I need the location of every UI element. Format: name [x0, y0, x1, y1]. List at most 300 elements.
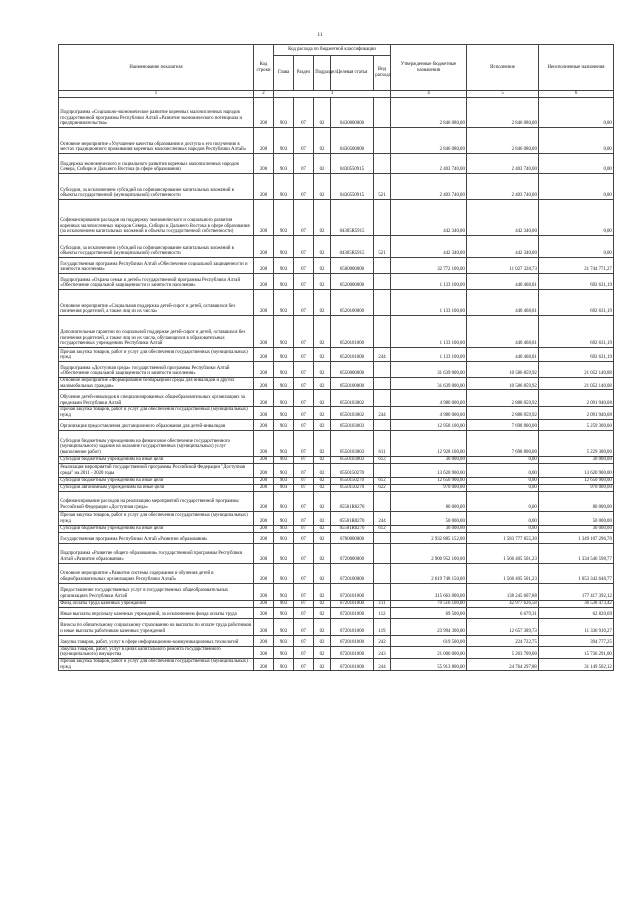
- cell-line-code: 200: [254, 563, 274, 583]
- cell-chapter: 903: [274, 200, 294, 236]
- cell-line-code: 200: [254, 154, 274, 174]
- table-row: [59, 646, 614, 658]
- cell-section: 07: [294, 258, 314, 274]
- cell-target-article: 0720101000: [331, 646, 374, 658]
- cell-line-code: 200: [254, 635, 274, 646]
- cell-not-executed: 80 000,00: [539, 491, 614, 511]
- cell-target-article: 05501R0270: [331, 525, 374, 532]
- cell-approved: 4 980 000,00: [391, 407, 467, 419]
- cell-target-article: 0550150270: [331, 463, 374, 477]
- col-number: 6: [539, 91, 614, 98]
- cell-section: 07: [294, 525, 314, 532]
- cell-expense-type: 612: [374, 477, 391, 484]
- cell-section: 07: [294, 491, 314, 511]
- table-row: [59, 618, 614, 635]
- cell-target-article: 0550103003: [331, 430, 374, 456]
- cell-line-code: 200: [254, 583, 274, 600]
- cell-approved: 442 340,00: [391, 236, 467, 258]
- cell-approved: 31 639 000,00: [391, 362, 467, 378]
- cell-section: 07: [294, 98, 314, 128]
- cell-subsection: 02: [314, 511, 331, 525]
- cell-not-executed: 11 336 910,27: [539, 618, 614, 635]
- cell-chapter: 903: [274, 583, 294, 600]
- cell-expense-type: 244: [374, 407, 391, 419]
- cell-not-executed: 692 631,19: [539, 290, 614, 316]
- cell-subsection: 02: [314, 646, 331, 658]
- cell-expense-type: [374, 390, 391, 407]
- cell-subsection: 02: [314, 258, 331, 274]
- col-header-line-code: Код строки: [254, 45, 274, 91]
- cell-not-executed: 5 259 300,00: [539, 419, 614, 430]
- cell-subsection: 02: [314, 525, 331, 532]
- cell-executed: 0,00: [467, 491, 539, 511]
- cell-target-article: 0720100000: [331, 563, 374, 583]
- cell-not-executed: 15 736 291,00: [539, 646, 614, 658]
- cell-approved: 1 133 100,00: [391, 348, 467, 362]
- cell-subsection: 02: [314, 583, 331, 600]
- cell-target-article: 0550000000: [331, 362, 374, 378]
- cell-executed: 0,00: [467, 484, 539, 491]
- cell-target-article: 05501R0270: [331, 511, 374, 525]
- cell-target-article: 0430550915: [331, 154, 374, 174]
- cell-section: 07: [294, 362, 314, 378]
- table-row: [59, 477, 614, 484]
- cell-executed: 7 698 800,00: [467, 430, 539, 456]
- cell-section: 07: [294, 316, 314, 348]
- cell-name: Подпрограмма «Охрана семьи и детей» государственной программы Республики Алтай «Обеспечение социальной защищенности и занятости населения»: [59, 274, 254, 290]
- cell-subsection: 02: [314, 484, 331, 491]
- table-row: [59, 525, 614, 532]
- cell-line-code: 200: [254, 658, 274, 670]
- cell-section: 07: [294, 236, 314, 258]
- cell-expense-type: 242: [374, 635, 391, 646]
- col-header-executed: Исполнение: [467, 45, 539, 91]
- cell-executed: 2 846 080,00: [467, 128, 539, 154]
- cell-executed: 2 403 740,00: [467, 154, 539, 174]
- cell-expense-type: [374, 378, 391, 390]
- cell-section: 07: [294, 348, 314, 362]
- cell-name: Государственная программа Республики Алтай «Обеспечение социальной защищенности и занятости населения»: [59, 258, 254, 274]
- cell-not-executed: 0,00: [539, 154, 614, 174]
- cell-expense-type: 612: [374, 456, 391, 463]
- cell-subsection: 02: [314, 200, 331, 236]
- cell-executed: 11 027 328,73: [467, 258, 539, 274]
- cell-name: Основное мероприятие «Формирование безбарьерной среды для инвалидов и других маломобильных граждан»: [59, 378, 254, 390]
- cell-subsection: 02: [314, 532, 331, 543]
- cell-chapter: 903: [274, 646, 294, 658]
- table-row: [59, 362, 614, 378]
- cell-executed: 224 722,75: [467, 635, 539, 646]
- cell-approved: 55 913 800,00: [391, 658, 467, 670]
- cell-section: 07: [294, 658, 314, 670]
- cell-name: Закупка товаров, работ, услуг в сфере информационно-коммуникационных технологий: [59, 635, 254, 646]
- cell-name: Основное мероприятие «Улучшение качества образования и доступа к его получению в местах традиционного проживания коренных малочисленных народов Республики Алтай»: [59, 128, 254, 154]
- cell-subsection: 02: [314, 316, 331, 348]
- cell-approved: 315 663 000,00: [391, 583, 467, 600]
- table-row: [59, 174, 614, 200]
- col-header-classification: Код расхода по бюджетной классификации: [274, 45, 391, 56]
- cell-chapter: 903: [274, 128, 294, 154]
- cell-line-code: 200: [254, 98, 274, 128]
- cell-chapter: 903: [274, 274, 294, 290]
- col-header-section: Раздел: [294, 56, 314, 91]
- cell-not-executed: 0,00: [539, 174, 614, 200]
- cell-executed: 0,00: [467, 477, 539, 484]
- cell-chapter: 903: [274, 618, 294, 635]
- cell-approved: 12 650 900,00: [391, 477, 467, 484]
- cell-target-article: 0550150270: [331, 484, 374, 491]
- cell-chapter: 903: [274, 419, 294, 430]
- cell-line-code: 200: [254, 200, 274, 236]
- cell-chapter: 903: [274, 463, 294, 477]
- cell-line-code: 200: [254, 258, 274, 274]
- cell-target-article: 0430550915: [331, 174, 374, 200]
- cell-subsection: 02: [314, 658, 331, 670]
- cell-executed: 0,00: [467, 525, 539, 532]
- cell-approved: 2 403 740,00: [391, 174, 467, 200]
- cell-line-code: 200: [254, 430, 274, 456]
- cell-line-code: 200: [254, 511, 274, 525]
- table-row: [59, 258, 614, 274]
- cell-expense-type: 622: [374, 484, 391, 491]
- cell-not-executed: 31 149 502,12: [539, 658, 614, 670]
- cell-line-code: 200: [254, 419, 274, 430]
- cell-name: Основное мероприятие «Социальная поддержка детей-сирот и детей, оставшихся без попечения родителей, а также лиц из их числа»: [59, 290, 254, 316]
- cell-not-executed: 2 091 940,08: [539, 407, 614, 419]
- cell-chapter: 903: [274, 236, 294, 258]
- cell-not-executed: 13 620 900,00: [539, 463, 614, 477]
- cell-line-code: 200: [254, 600, 274, 607]
- cell-line-code: 200: [254, 316, 274, 348]
- table-row: [59, 532, 614, 543]
- cell-subsection: 02: [314, 98, 331, 128]
- cell-not-executed: 21 052 140,08: [539, 378, 614, 390]
- cell-subsection: 02: [314, 463, 331, 477]
- cell-name: Обучение детей-инвалидов в специализированных общеобразовательных организациях за пределами Республики Алтай: [59, 390, 254, 407]
- table-row: [59, 543, 614, 563]
- cell-line-code: 200: [254, 646, 274, 658]
- cell-name: Софинансирование расходов на поддержку экономического и социального развития коренных малочисленных народов Севера, Сибири и Дальнего Востока в сфере образования (за исключением капитальных вложений в объекты государственной собственности): [59, 200, 254, 236]
- cell-section: 07: [294, 477, 314, 484]
- cell-section: 07: [294, 274, 314, 290]
- cell-approved: 69 500,00: [391, 607, 467, 618]
- cell-section: 07: [294, 290, 314, 316]
- cell-chapter: 903: [274, 258, 294, 274]
- cell-not-executed: 1 334 546 598,77: [539, 543, 614, 563]
- cell-approved: 30 000,00: [391, 525, 467, 532]
- cell-target-article: 0520000000: [331, 274, 374, 290]
- cell-not-executed: 0,00: [539, 128, 614, 154]
- cell-target-article: 0720101000: [331, 635, 374, 646]
- col-number: 1: [59, 91, 254, 98]
- cell-name: Реализация мероприятий государственной программы Российской Федерации "Доступная среда" на 2011 - 2020 годы: [59, 463, 254, 477]
- cell-section: 07: [294, 543, 314, 563]
- cell-section: 07: [294, 618, 314, 635]
- cell-target-article: 0720101000: [331, 583, 374, 600]
- cell-target-article: 0720101000: [331, 607, 374, 618]
- cell-approved: 31 639 000,00: [391, 378, 467, 390]
- cell-subsection: 02: [314, 407, 331, 419]
- col-number: 5: [467, 91, 539, 98]
- cell-line-code: 200: [254, 477, 274, 484]
- cell-chapter: 903: [274, 525, 294, 532]
- cell-expense-type: [374, 419, 391, 430]
- cell-executed: 2 846 080,00: [467, 98, 539, 128]
- cell-line-code: 200: [254, 463, 274, 477]
- cell-approved: 30 000,00: [391, 456, 467, 463]
- cell-chapter: 903: [274, 511, 294, 525]
- cell-chapter: 903: [274, 290, 294, 316]
- cell-chapter: 903: [274, 378, 294, 390]
- cell-subsection: 02: [314, 236, 331, 258]
- cell-subsection: 02: [314, 600, 331, 607]
- cell-expense-type: [374, 128, 391, 154]
- cell-not-executed: 30 000,00: [539, 456, 614, 463]
- cell-expense-type: 244: [374, 658, 391, 670]
- cell-executed: 442 340,00: [467, 200, 539, 236]
- cell-name: Софинансирование расходов на реализацию мероприятий государственной программы Российской Федерации «Доступная среда»: [59, 491, 254, 511]
- table-body: [59, 98, 614, 671]
- cell-target-article: 0550100000: [331, 378, 374, 390]
- cell-name: Подпрограмма «Социально-экономическое развитие коренных малочисленных народов государственной программы Республики Алтай «Развитие экономического потенциала и предпринимательства»: [59, 98, 254, 128]
- cell-name: Подпрограмма «Доступная среда» государственной программы Республики Алтай «Обеспечение социальной защищенности и занятости населения»: [59, 362, 254, 378]
- cell-subsection: 02: [314, 491, 331, 511]
- cell-expense-type: [374, 463, 391, 477]
- cell-subsection: 02: [314, 154, 331, 174]
- table-row: [59, 430, 614, 456]
- cell-executed: 440 468,81: [467, 290, 539, 316]
- cell-executed: 10 586 859,92: [467, 362, 539, 378]
- cell-not-executed: 692 631,19: [539, 316, 614, 348]
- cell-expense-type: 611: [374, 430, 391, 456]
- cell-chapter: 903: [274, 316, 294, 348]
- cell-expense-type: [374, 543, 391, 563]
- table-row: [59, 511, 614, 525]
- cell-subsection: 02: [314, 430, 331, 456]
- cell-not-executed: 21 744 771,27: [539, 258, 614, 274]
- cell-executed: 138 245 607,88: [467, 583, 539, 600]
- cell-approved: 2 900 952 100,00: [391, 543, 467, 563]
- cell-executed: 5 263 709,00: [467, 646, 539, 658]
- cell-chapter: 903: [274, 532, 294, 543]
- cell-line-code: 200: [254, 456, 274, 463]
- table-row: [59, 456, 614, 463]
- cell-name: Иные выплаты персоналу казенных учреждений, за исключением фонда оплаты труда: [59, 607, 254, 618]
- cell-executed: 2 888 059,92: [467, 407, 539, 419]
- cell-subsection: 02: [314, 419, 331, 430]
- cell-approved: 1 133 100,00: [391, 290, 467, 316]
- cell-target-article: 0550103002: [331, 390, 374, 407]
- cell-name: Поддержка экономического и социального развития коренных малочисленных народов Севера, Сибири и Дальнего Востока (в сфере образования): [59, 154, 254, 174]
- cell-line-code: 200: [254, 491, 274, 511]
- cell-chapter: 903: [274, 607, 294, 618]
- cell-approved: 970 000,00: [391, 484, 467, 491]
- cell-target-article: 0720101000: [331, 658, 374, 670]
- table-row: [59, 607, 614, 618]
- cell-subsection: 02: [314, 174, 331, 200]
- cell-line-code: 200: [254, 348, 274, 362]
- cell-approved: 1 133 100,00: [391, 274, 467, 290]
- cell-name: Фонд оплаты труда казенных учреждений: [59, 600, 254, 607]
- cell-expense-type: 243: [374, 646, 391, 658]
- cell-name: Прочая закупка товаров, работ и услуг для обеспечения государственных (муниципальных) нужд: [59, 511, 254, 525]
- cell-approved: 12 958 100,00: [391, 419, 467, 430]
- table-row: [59, 274, 614, 290]
- cell-approved: 2 846 080,00: [391, 98, 467, 128]
- col-number: 3: [274, 91, 391, 98]
- cell-expense-type: 244: [374, 511, 391, 525]
- cell-line-code: 200: [254, 525, 274, 532]
- cell-name: Государственная программа Республики Алтай «Развитие образования»: [59, 532, 254, 543]
- cell-line-code: 200: [254, 362, 274, 378]
- cell-subsection: 02: [314, 635, 331, 646]
- cell-line-code: 200: [254, 174, 274, 200]
- cell-expense-type: [374, 583, 391, 600]
- cell-chapter: 903: [274, 543, 294, 563]
- cell-not-executed: 21 052 140,08: [539, 362, 614, 378]
- cell-target-article: 0520101000: [331, 348, 374, 362]
- cell-executed: 1 566 405 501,23: [467, 563, 539, 583]
- cell-executed: 42 977 626,58: [467, 600, 539, 607]
- cell-expense-type: [374, 290, 391, 316]
- cell-not-executed: 692 631,19: [539, 274, 614, 290]
- cell-executed: 7 698 800,00: [467, 419, 539, 430]
- cell-section: 07: [294, 430, 314, 456]
- table-row: [59, 463, 614, 477]
- cell-name: Субсидии, за исключением субсидий на софинансирование капитальных вложений в объекты государственной (муниципальной) собственности: [59, 236, 254, 258]
- cell-subsection: 02: [314, 128, 331, 154]
- cell-not-executed: 0,00: [539, 236, 614, 258]
- cell-not-executed: 1 053 342 648,77: [539, 563, 614, 583]
- col-header-expense-type: Вид расхода: [374, 56, 391, 91]
- cell-line-code: 200: [254, 618, 274, 635]
- cell-section: 07: [294, 128, 314, 154]
- cell-section: 07: [294, 607, 314, 618]
- cell-executed: 0,00: [467, 463, 539, 477]
- cell-name: Субсидии автономным учреждениям на иные цели: [59, 484, 254, 491]
- cell-target-article: 0520100000: [331, 290, 374, 316]
- cell-expense-type: [374, 362, 391, 378]
- cell-name: Субсидии бюджетным учреждениям на иные цели: [59, 456, 254, 463]
- cell-expense-type: [374, 200, 391, 236]
- cell-expense-type: [374, 532, 391, 543]
- cell-approved: 32 772 100,00: [391, 258, 467, 274]
- cell-section: 07: [294, 635, 314, 646]
- cell-approved: 4 980 000,00: [391, 390, 467, 407]
- cell-expense-type: [374, 274, 391, 290]
- cell-name: Дополнительные гарантии по социальной поддержке детей-сирот и детей, оставшихся без попечения родителей, а также лиц из их числа, обучающихся в образовательных государственных учреждениях Республики Алтай: [59, 316, 254, 348]
- cell-target-article: 0720101000: [331, 600, 374, 607]
- cell-chapter: 903: [274, 600, 294, 607]
- table-row: [59, 419, 614, 430]
- cell-section: 07: [294, 463, 314, 477]
- cell-not-executed: 50 000,00: [539, 511, 614, 525]
- cell-expense-type: [374, 491, 391, 511]
- cell-approved: 2 846 080,00: [391, 128, 467, 154]
- cell-chapter: 903: [274, 154, 294, 174]
- cell-section: 07: [294, 200, 314, 236]
- cell-expense-type: [374, 563, 391, 583]
- cell-name: Организация предоставления дистанционного образования для детей-инвалидов: [59, 419, 254, 430]
- col-header-name: Наименование показателя: [59, 45, 254, 91]
- cell-name: Прочая закупка товаров, работ и услуг для обеспечения государственных (муниципальных) нужд: [59, 348, 254, 362]
- cell-expense-type: [374, 154, 391, 174]
- table-row: [59, 200, 614, 236]
- cell-section: 07: [294, 511, 314, 525]
- cell-not-executed: 394 777,25: [539, 635, 614, 646]
- cell-chapter: 903: [274, 174, 294, 200]
- col-number: 4: [391, 91, 467, 98]
- cell-subsection: 02: [314, 348, 331, 362]
- cell-executed: 2 888 059,92: [467, 390, 539, 407]
- cell-approved: 619 500,00: [391, 635, 467, 646]
- cell-line-code: 200: [254, 390, 274, 407]
- table-row: [59, 491, 614, 511]
- cell-target-article: 0430000000: [331, 98, 374, 128]
- cell-approved: 21 000 000,00: [391, 646, 467, 658]
- cell-expense-type: [374, 98, 391, 128]
- cell-executed: 2 403 740,00: [467, 174, 539, 200]
- cell-expense-type: 244: [374, 348, 391, 362]
- cell-name: Прочая закупка товаров, работ и услуг для обеспечения государственных (муниципальных) нужд: [59, 658, 254, 670]
- cell-approved: 442 340,00: [391, 200, 467, 236]
- cell-approved: 12 928 100,00: [391, 430, 467, 456]
- cell-chapter: 903: [274, 390, 294, 407]
- cell-not-executed: 5 229 300,00: [539, 430, 614, 456]
- col-header-not-executed: Неисполненные назначения: [539, 45, 614, 91]
- table-row: [59, 378, 614, 390]
- cell-approved: 50 000,00: [391, 511, 467, 525]
- cell-target-article: 0430500000: [331, 128, 374, 154]
- table-row: [59, 154, 614, 174]
- cell-approved: 2 619 748 150,00: [391, 563, 467, 583]
- cell-subsection: 02: [314, 607, 331, 618]
- cell-section: 07: [294, 532, 314, 543]
- cell-section: 07: [294, 563, 314, 583]
- cell-not-executed: 36 538 473,42: [539, 600, 614, 607]
- cell-subsection: 02: [314, 274, 331, 290]
- cell-executed: 440 468,81: [467, 274, 539, 290]
- page-number: 11: [317, 32, 323, 38]
- cell-not-executed: 692 631,19: [539, 348, 614, 362]
- col-header-subsection: Подраздел: [314, 56, 331, 91]
- cell-section: 07: [294, 583, 314, 600]
- cell-expense-type: 612: [374, 525, 391, 532]
- table-row: [59, 348, 614, 362]
- cell-section: 07: [294, 600, 314, 607]
- cell-approved: 23 994 300,00: [391, 618, 467, 635]
- table-row: [59, 390, 614, 407]
- cell-executed: 12 657 389,73: [467, 618, 539, 635]
- cell-target-article: 0720101000: [331, 618, 374, 635]
- cell-executed: 24 764 297,88: [467, 658, 539, 670]
- table-row: [59, 583, 614, 600]
- cell-section: 07: [294, 407, 314, 419]
- cell-target-article: 0550103002: [331, 407, 374, 419]
- table-row: [59, 658, 614, 670]
- cell-name: Закупка товаров, работ, услуг в целях капитального ремонта государственного (муниципального) имущества: [59, 646, 254, 658]
- cell-section: 07: [294, 646, 314, 658]
- cell-executed: 0,00: [467, 456, 539, 463]
- table-row: [59, 236, 614, 258]
- cell-target-article: 0550103003: [331, 419, 374, 430]
- cell-not-executed: 1 349 107 296,70: [539, 532, 614, 543]
- col-header-approved: Утвержденные бюджетные назначения: [391, 45, 467, 91]
- cell-executed: 6 679,31: [467, 607, 539, 618]
- cell-name: Субсидии бюджетным учреждениям на иные цели: [59, 477, 254, 484]
- cell-name: Взносы по обязательному социальному страхованию на выплаты по оплате труда работников и иные выплаты работникам казенных учреждений: [59, 618, 254, 635]
- cell-name: Субсидии бюджетным учреждениям на иные цели: [59, 525, 254, 532]
